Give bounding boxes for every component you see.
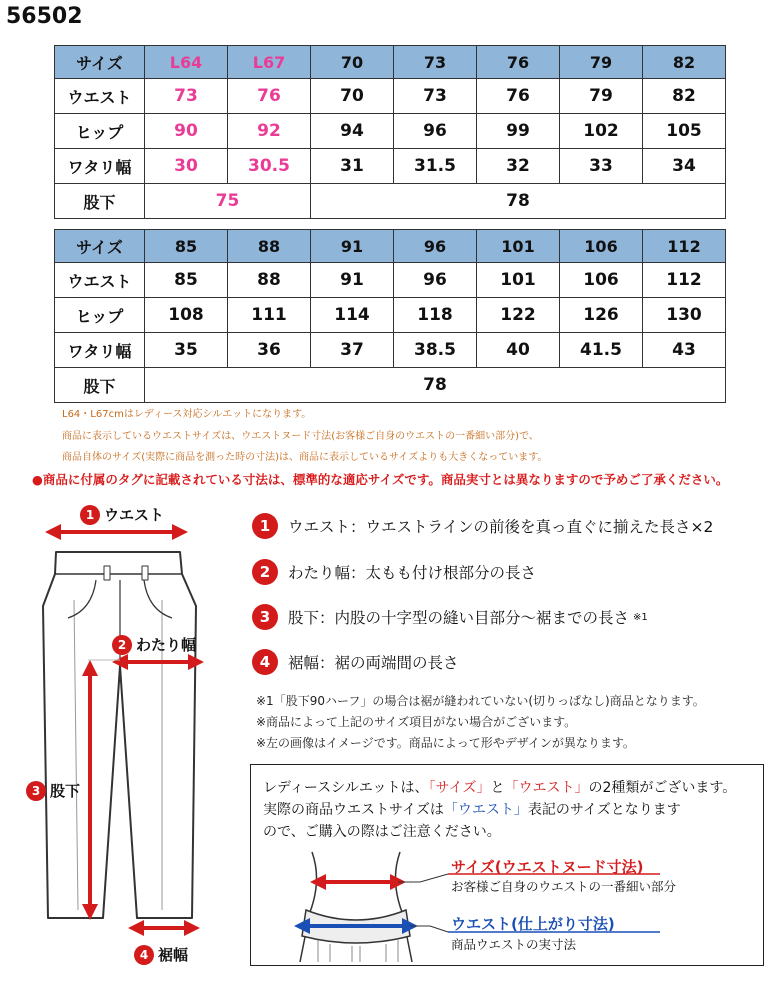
header-cell: 88 <box>228 230 311 263</box>
box-text-waist: 「ウエスト」 <box>504 780 589 796</box>
table-cell: 111 <box>228 298 311 333</box>
table-cell: 34 <box>643 149 726 184</box>
legend-term: 股下 <box>288 609 320 627</box>
row-label: ヒップ <box>55 114 145 149</box>
table-cell: 114 <box>311 298 394 333</box>
legend-item-hem <box>252 649 459 675</box>
header-cell: 73 <box>394 46 477 79</box>
box-line-3: ので、ご購入の際はご注意ください。 <box>263 824 501 840</box>
table-cell: 91 <box>311 263 394 298</box>
table-cell: 73 <box>145 79 228 114</box>
number-badge: 1 <box>80 505 100 525</box>
header-cell: L64 <box>145 46 228 79</box>
number-badge: 3 <box>26 781 46 801</box>
table-cell: 41.5 <box>560 333 643 368</box>
header-cell: 82 <box>643 46 726 79</box>
header-cell: 96 <box>394 230 477 263</box>
table-cell: 112 <box>643 263 726 298</box>
diagram-label-inseam <box>26 780 80 801</box>
header-label: サイズ <box>55 230 145 263</box>
legend-term: 裾幅 <box>288 654 320 672</box>
legend-item-waist <box>252 513 713 539</box>
legend-desc: ：太もも付け根部分の長さ <box>350 564 537 582</box>
size-nude-label: サイズ(ウエストヌード寸法) <box>451 858 644 876</box>
pants-outline <box>43 552 196 918</box>
legend-term: わたり幅 <box>288 564 351 582</box>
table-cell: 94 <box>311 114 394 149</box>
footnote-missing-items: ※商品によって上記のサイズ項目がない場合がございます。 <box>256 715 577 729</box>
number-badge: 4 <box>252 649 278 675</box>
note-actual-size: 商品自体のサイズ(実際に商品を測った時の寸法)は、商品に表示しているサイズよりも大きくなっています。 <box>62 452 548 463</box>
table-cell: 118 <box>394 298 477 333</box>
table-cell: 122 <box>477 298 560 333</box>
header-cell: 112 <box>643 230 726 263</box>
box-text-waist: 「ウエスト」 <box>443 802 528 818</box>
legend-item-thigh <box>252 559 536 585</box>
footnote-half: ※1「股下90ハーフ」の場合は裾が縫われていない(切りっぱなし)商品となります。 <box>256 694 705 708</box>
table-cell: 40 <box>477 333 560 368</box>
box-text: 表記のサイズとなります <box>527 802 681 818</box>
product-code: 56502 <box>6 4 83 29</box>
table-cell: 126 <box>560 298 643 333</box>
note-ladies: L64・L67cmはレディース対応シルエットになります。 <box>62 409 312 420</box>
label-text: ウエスト <box>104 506 165 524</box>
table-cell: 31.5 <box>394 149 477 184</box>
row-label: ワタリ幅 <box>55 333 145 368</box>
header-cell: 91 <box>311 230 394 263</box>
row-label: ヒップ <box>55 298 145 333</box>
header-cell: 101 <box>477 230 560 263</box>
warning-text: ●商品に付属のタグに記載されている寸法は、標準的な適応サイズです。商品実寸とは異なりますので予めご了承ください。 <box>32 472 729 487</box>
table-cell: 30.5 <box>228 149 311 184</box>
table-cell: 96 <box>394 263 477 298</box>
label-text: 股下 <box>50 782 81 800</box>
box-text: の2種類がございます。 <box>588 780 737 796</box>
table-cell: 102 <box>560 114 643 149</box>
row-label: ウエスト <box>55 263 145 298</box>
footnote-image: ※左の画像はイメージです。商品によって形やデザインが異なります。 <box>256 736 635 750</box>
number-badge: 4 <box>134 945 154 965</box>
note-waist-size: 商品に表示しているウエストサイズは、ウエストヌード寸法(お客様ご自身のウエストの一番細い部分)で、 <box>62 431 539 442</box>
number-badge: 1 <box>252 513 278 539</box>
table-cell: 90 <box>145 114 228 149</box>
table-cell: 130 <box>643 298 726 333</box>
box-line-2 <box>263 799 681 819</box>
table-cell: 70 <box>311 79 394 114</box>
table-cell: 101 <box>477 263 560 298</box>
box-text: と <box>490 780 505 796</box>
box-text-size: 「サイズ」 <box>428 780 491 796</box>
waist-finished-desc: 商品ウエストの実寸法 <box>451 937 577 952</box>
row-label: 股下 <box>55 184 145 219</box>
header-cell: 85 <box>145 230 228 263</box>
table-cell: 31 <box>311 149 394 184</box>
table-cell: 88 <box>228 263 311 298</box>
table-cell: 32 <box>477 149 560 184</box>
legend-desc: ：内股の十字型の縫い目部分～裾までの長さ <box>319 609 630 627</box>
table-cell: 78 <box>145 368 726 403</box>
table-cell: 85 <box>145 263 228 298</box>
row-label: ウエスト <box>55 79 145 114</box>
table-cell: 73 <box>394 79 477 114</box>
header-cell: 79 <box>560 46 643 79</box>
table-cell: 76 <box>228 79 311 114</box>
header-cell: L67 <box>228 46 311 79</box>
diagram-label-thigh <box>112 634 196 655</box>
box-line-1 <box>263 777 736 797</box>
header-label: サイズ <box>55 46 145 79</box>
table-cell: 76 <box>477 79 560 114</box>
header-cell: 70 <box>311 46 394 79</box>
table-cell: 37 <box>311 333 394 368</box>
table-cell: 30 <box>145 149 228 184</box>
number-badge: 3 <box>252 604 278 630</box>
legend-term: ウエスト <box>288 518 351 536</box>
table-cell: 106 <box>560 263 643 298</box>
diagram-label-waist <box>80 504 164 525</box>
table-cell: 79 <box>560 79 643 114</box>
table-cell: 36 <box>228 333 311 368</box>
table-cell: 96 <box>394 114 477 149</box>
label-text: わたり幅 <box>136 636 197 654</box>
table-cell: 35 <box>145 333 228 368</box>
row-label: ワタリ幅 <box>55 149 145 184</box>
waist-finished-label: ウエスト(仕上がり寸法) <box>451 915 615 933</box>
size-nude-desc: お客様ご自身のウエストの一番細い部分 <box>451 879 677 894</box>
legend-note: ※1 <box>633 611 648 623</box>
table-cell: 38.5 <box>394 333 477 368</box>
table-cell: 99 <box>477 114 560 149</box>
table-cell: 108 <box>145 298 228 333</box>
header-cell: 76 <box>477 46 560 79</box>
number-badge: 2 <box>112 635 132 655</box>
number-badge: 2 <box>252 559 278 585</box>
ladies-silhouette-box <box>250 764 764 966</box>
legend-desc: ：ウエストラインの前後を真っ直ぐに揃えた長さ×2 <box>350 518 714 536</box>
table-cell: 82 <box>643 79 726 114</box>
table-cell: 75 <box>145 184 311 219</box>
row-label: 股下 <box>55 368 145 403</box>
table-cell: 43 <box>643 333 726 368</box>
table-cell: 78 <box>311 184 726 219</box>
table-cell: 33 <box>560 149 643 184</box>
legend-item-inseam <box>252 604 648 630</box>
label-text: 裾幅 <box>158 946 189 964</box>
box-text: レディースシルエットは、 <box>263 780 429 796</box>
legend-desc: ：裾の両端間の長さ <box>319 654 459 672</box>
table-cell: 92 <box>228 114 311 149</box>
table-cell: 105 <box>643 114 726 149</box>
diagram-label-hem <box>134 944 188 965</box>
header-cell: 106 <box>560 230 643 263</box>
box-text: 実際の商品ウエストサイズは <box>263 802 444 818</box>
